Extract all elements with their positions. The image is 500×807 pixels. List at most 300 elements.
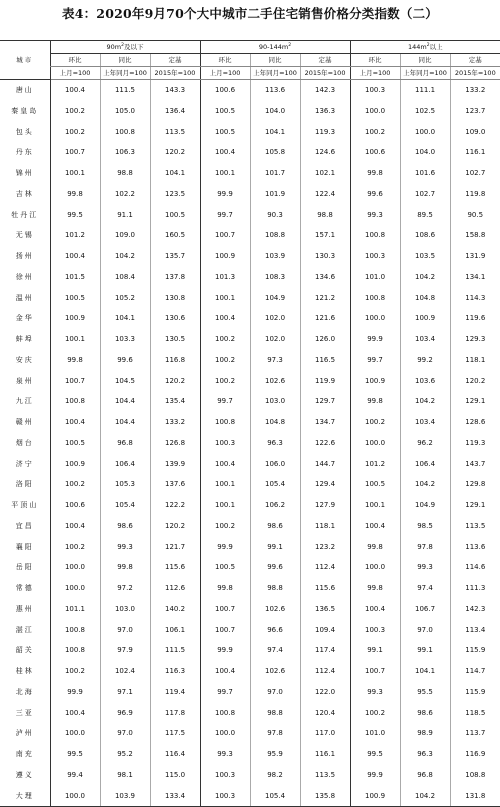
value-cell: 104.2 (400, 474, 450, 495)
value-cell: 102.4 (100, 661, 150, 682)
value-cell: 117.5 (150, 723, 200, 744)
base-header: 上月=100 (50, 67, 100, 80)
metric-header: 定基 (300, 54, 350, 67)
city-cell: 吉林 (15, 189, 34, 198)
value-cell: 115.9 (450, 640, 500, 661)
value-cell: 133.4 (150, 786, 200, 807)
value-cell: 104.8 (400, 288, 450, 309)
value-cell: 100.2 (50, 474, 100, 495)
value-cell: 129.3 (450, 329, 500, 350)
value-cell: 104.2 (400, 786, 450, 807)
value-cell: 98.8 (100, 163, 150, 184)
value-cell: 103.9 (100, 786, 150, 807)
value-cell: 100.0 (50, 557, 100, 578)
value-cell: 102.1 (300, 163, 350, 184)
table-row (0, 329, 500, 350)
value-cell: 114.6 (450, 557, 500, 578)
value-cell: 100.3 (350, 620, 400, 641)
city-cell: 牡丹江 (11, 210, 39, 219)
value-cell: 129.1 (450, 391, 500, 412)
value-cell: 119.4 (150, 682, 200, 703)
value-cell: 129.7 (300, 391, 350, 412)
value-cell: 102.2 (100, 184, 150, 205)
base-header: 上年同月=100 (250, 67, 300, 80)
value-cell: 118.5 (450, 703, 500, 724)
value-cell: 100.8 (200, 412, 250, 433)
value-cell: 123.7 (450, 101, 500, 122)
group-header-medium: $90-144m^2$ (200, 41, 350, 54)
value-cell: 100.9 (350, 786, 400, 807)
value-cell: 113.5 (450, 516, 500, 537)
value-cell: 109.0 (450, 122, 500, 143)
city-cell: 唐山 (15, 86, 34, 94)
table-row (0, 371, 500, 392)
value-cell: 120.2 (150, 142, 200, 163)
table-row (0, 267, 500, 288)
table-row (0, 163, 500, 184)
value-cell: 100.8 (50, 620, 100, 641)
table-title: 表4：2020年9月70个大中城市二手住宅销售价格分类指数（二） (62, 6, 438, 21)
value-cell: 102.6 (250, 661, 300, 682)
value-cell: 100.9 (50, 454, 100, 475)
value-cell: 100.4 (200, 454, 250, 475)
value-cell: 101.2 (350, 454, 400, 475)
value-cell: 99.6 (350, 184, 400, 205)
value-cell: 99.1 (350, 640, 400, 661)
value-cell: 99.2 (400, 350, 450, 371)
value-cell: 105.4 (250, 786, 300, 807)
header-row-area (0, 41, 500, 54)
header-row-metrics (0, 54, 500, 67)
city-cell: 韶关 (15, 646, 34, 655)
value-cell: 100.9 (350, 371, 400, 392)
value-cell: 100.8 (50, 391, 100, 412)
value-cell: 122.0 (300, 682, 350, 703)
value-cell: 96.8 (400, 765, 450, 786)
value-cell: 100.2 (200, 350, 250, 371)
value-cell: 99.7 (350, 350, 400, 371)
metric-header: 同比 (100, 54, 150, 67)
value-cell: 100.9 (50, 308, 100, 329)
value-cell: 106.4 (100, 454, 150, 475)
value-cell: 104.0 (400, 142, 450, 163)
table-row (0, 640, 500, 661)
value-cell: 115.0 (150, 765, 200, 786)
value-cell: 100.0 (350, 433, 400, 454)
value-cell: 100.9 (400, 308, 450, 329)
value-cell: 95.5 (400, 682, 450, 703)
table-row (0, 516, 500, 537)
value-cell: 101.0 (350, 267, 400, 288)
value-cell: 120.2 (150, 516, 200, 537)
value-cell: 122.4 (300, 184, 350, 205)
value-cell: 96.3 (250, 433, 300, 454)
value-cell: 104.8 (250, 412, 300, 433)
value-cell: 100.5 (150, 205, 200, 226)
base-header: 2015年=100 (300, 67, 350, 80)
value-cell: 105.8 (250, 142, 300, 163)
value-cell: 100.3 (200, 765, 250, 786)
city-cell: 泉州 (15, 376, 34, 385)
value-cell: 104.1 (400, 661, 450, 682)
value-cell: 101.5 (50, 267, 100, 288)
value-cell: 100.6 (50, 495, 100, 516)
value-cell: 114.7 (450, 661, 500, 682)
value-cell: 126.8 (150, 433, 200, 454)
table-row (0, 661, 500, 682)
city-cell: 安庆 (15, 355, 34, 364)
value-cell: 129.4 (300, 474, 350, 495)
value-cell: 100.4 (50, 246, 100, 267)
value-cell: 130.8 (150, 288, 200, 309)
value-cell: 113.6 (450, 537, 500, 558)
value-cell: 100.4 (200, 661, 250, 682)
value-cell: 144.7 (300, 454, 350, 475)
value-cell: 111.3 (450, 578, 500, 599)
table-row (0, 682, 500, 703)
value-cell: 136.5 (300, 599, 350, 620)
value-cell: 100.8 (100, 122, 150, 143)
table-row (0, 101, 500, 122)
table-row (0, 184, 500, 205)
value-cell: 119.8 (450, 184, 500, 205)
value-cell: 106.0 (250, 454, 300, 475)
value-cell: 112.6 (150, 578, 200, 599)
value-cell: 96.2 (400, 433, 450, 454)
value-cell: 105.3 (100, 474, 150, 495)
value-cell: 100.4 (50, 412, 100, 433)
metric-header: 环比 (350, 54, 400, 67)
value-cell: 101.6 (400, 163, 450, 184)
value-cell: 103.3 (100, 329, 150, 350)
city-cell: 南充 (15, 750, 34, 758)
value-cell: 99.3 (100, 537, 150, 558)
value-cell: 99.1 (250, 537, 300, 558)
value-cell: 137.8 (150, 267, 200, 288)
value-cell: 99.8 (50, 350, 100, 371)
value-cell: 100.7 (50, 142, 100, 163)
value-cell: 136.4 (150, 101, 200, 122)
city-cell: 秦皇岛 (11, 106, 39, 115)
value-cell: 100.1 (200, 288, 250, 309)
city-cell: 遵义 (15, 770, 34, 779)
table-row (0, 786, 500, 807)
table-row (0, 557, 500, 578)
value-cell: 98.1 (100, 765, 150, 786)
value-cell: 99.7 (200, 682, 250, 703)
value-cell: 100.2 (50, 122, 100, 143)
base-header: 上年同月=100 (100, 67, 150, 80)
value-cell: 105.2 (100, 288, 150, 309)
value-cell: 104.9 (400, 495, 450, 516)
value-cell: 106.4 (400, 454, 450, 475)
city-cell: 平顶山 (11, 501, 39, 509)
table-row (0, 433, 500, 454)
value-cell: 100.0 (400, 122, 450, 143)
city-cell: 泸州 (15, 729, 34, 738)
value-cell: 108.6 (400, 225, 450, 246)
value-cell: 100.1 (50, 329, 100, 350)
value-cell: 97.0 (100, 620, 150, 641)
value-cell: 99.3 (350, 682, 400, 703)
value-cell: 104.5 (100, 371, 150, 392)
value-cell: 100.8 (200, 703, 250, 724)
value-cell: 131.9 (450, 246, 500, 267)
city-cell: 徐州 (15, 272, 34, 281)
value-cell: 99.5 (350, 744, 400, 765)
value-cell: 95.9 (250, 744, 300, 765)
value-cell: 103.6 (400, 371, 450, 392)
value-cell: 111.1 (400, 80, 450, 101)
value-cell: 140.2 (150, 599, 200, 620)
value-cell: 105.4 (100, 495, 150, 516)
value-cell: 103.5 (400, 246, 450, 267)
table-row (0, 122, 500, 143)
value-cell: 100.4 (350, 599, 400, 620)
table-body (0, 80, 500, 807)
value-cell: 100.5 (200, 557, 250, 578)
city-cell: 扬州 (15, 252, 34, 260)
value-cell: 118.1 (450, 350, 500, 371)
value-cell: 117.8 (150, 703, 200, 724)
table-row (0, 537, 500, 558)
value-cell: 157.1 (300, 225, 350, 246)
value-cell: 104.2 (100, 246, 150, 267)
value-cell: 129.8 (450, 474, 500, 495)
value-cell: 104.0 (250, 101, 300, 122)
base-header: 上月=100 (200, 67, 250, 80)
table-row (0, 80, 500, 101)
value-cell: 127.9 (300, 495, 350, 516)
value-cell: 104.4 (100, 412, 150, 433)
value-cell: 143.3 (150, 80, 200, 101)
base-header: 上年同月=100 (400, 67, 450, 80)
value-cell: 100.4 (50, 80, 100, 101)
value-cell: 97.8 (400, 537, 450, 558)
value-cell: 116.8 (150, 350, 200, 371)
value-cell: 99.8 (350, 578, 400, 599)
value-cell: 99.7 (200, 391, 250, 412)
value-cell: 100.2 (350, 412, 400, 433)
value-cell: 98.5 (400, 516, 450, 537)
value-cell: 158.8 (450, 225, 500, 246)
value-cell: 89.5 (400, 205, 450, 226)
value-cell: 112.4 (300, 557, 350, 578)
value-cell: 100.3 (200, 433, 250, 454)
value-cell: 98.8 (250, 703, 300, 724)
value-cell: 96.9 (100, 703, 150, 724)
value-cell: 128.6 (450, 412, 500, 433)
value-cell: 99.8 (350, 537, 400, 558)
value-cell: 99.4 (50, 765, 100, 786)
table-row (0, 225, 500, 246)
price-index-table (0, 40, 500, 807)
value-cell: 103.4 (400, 329, 450, 350)
value-cell: 100.2 (50, 537, 100, 558)
value-cell: 124.6 (300, 142, 350, 163)
city-cell: 宜昌 (15, 521, 34, 530)
value-cell: 96.3 (400, 744, 450, 765)
value-cell: 99.3 (400, 557, 450, 578)
value-cell: 100.8 (350, 288, 400, 309)
value-cell: 130.5 (150, 329, 200, 350)
value-cell: 135.4 (150, 391, 200, 412)
value-cell: 99.5 (50, 205, 100, 226)
value-cell: 115.6 (300, 578, 350, 599)
value-cell: 116.1 (450, 142, 500, 163)
value-cell: 102.0 (250, 308, 300, 329)
value-cell: 116.9 (450, 744, 500, 765)
value-cell: 97.4 (250, 640, 300, 661)
table-row (0, 246, 500, 267)
table-row (0, 142, 500, 163)
value-cell: 100.2 (200, 329, 250, 350)
value-cell: 99.8 (350, 163, 400, 184)
table-row (0, 765, 500, 786)
table-row (0, 495, 500, 516)
value-cell: 100.0 (50, 578, 100, 599)
value-cell: 100.9 (200, 246, 250, 267)
value-cell: 100.1 (200, 163, 250, 184)
value-cell: 100.7 (200, 620, 250, 641)
value-cell: 108.4 (100, 267, 150, 288)
value-cell: 97.3 (250, 350, 300, 371)
value-cell: 100.6 (200, 80, 250, 101)
value-cell: 100.0 (350, 308, 400, 329)
city-cell: 蚌埠 (15, 335, 34, 343)
value-cell: 142.3 (300, 80, 350, 101)
value-cell: 136.3 (300, 101, 350, 122)
table-row (0, 703, 500, 724)
value-cell: 99.9 (350, 765, 400, 786)
value-cell: 101.0 (350, 723, 400, 744)
value-cell: 100.2 (50, 101, 100, 122)
value-cell: 100.1 (200, 474, 250, 495)
value-cell: 97.0 (400, 620, 450, 641)
header-row-bases (0, 67, 500, 80)
value-cell: 122.2 (150, 495, 200, 516)
value-cell: 100.7 (350, 661, 400, 682)
value-cell: 108.8 (250, 225, 300, 246)
value-cell: 100.5 (200, 122, 250, 143)
value-cell: 106.2 (250, 495, 300, 516)
value-cell: 113.5 (300, 765, 350, 786)
table-row (0, 391, 500, 412)
value-cell: 100.7 (200, 225, 250, 246)
value-cell: 101.3 (200, 267, 250, 288)
base-header: 2015年=100 (450, 67, 500, 80)
value-cell: 120.2 (450, 371, 500, 392)
value-cell: 99.6 (250, 557, 300, 578)
value-cell: 135.7 (150, 246, 200, 267)
value-cell: 117.4 (300, 640, 350, 661)
value-cell: 102.5 (400, 101, 450, 122)
value-cell: 100.1 (200, 495, 250, 516)
value-cell: 100.4 (350, 516, 400, 537)
value-cell: 102.0 (250, 329, 300, 350)
city-cell: 赣州 (15, 418, 34, 426)
value-cell: 100.0 (350, 101, 400, 122)
value-cell: 101.2 (50, 225, 100, 246)
value-cell: 104.9 (250, 288, 300, 309)
metric-header: 同比 (400, 54, 450, 67)
city-cell: 锦州 (15, 169, 34, 177)
value-cell: 101.1 (50, 599, 100, 620)
value-cell: 134.7 (300, 412, 350, 433)
value-cell: 100.8 (50, 640, 100, 661)
value-cell: 121.6 (300, 308, 350, 329)
value-cell: 134.6 (300, 267, 350, 288)
value-cell: 97.9 (100, 640, 150, 661)
value-cell: 103.9 (250, 246, 300, 267)
value-cell: 106.3 (100, 142, 150, 163)
value-cell: 100.4 (200, 308, 250, 329)
table-row (0, 599, 500, 620)
value-cell: 104.1 (250, 122, 300, 143)
value-cell: 143.7 (450, 454, 500, 475)
city-cell: 三亚 (15, 708, 34, 717)
value-cell: 99.8 (350, 391, 400, 412)
value-cell: 97.2 (100, 578, 150, 599)
value-cell: 103.4 (400, 412, 450, 433)
table-row (0, 578, 500, 599)
value-cell: 102.6 (250, 599, 300, 620)
value-cell: 98.6 (250, 516, 300, 537)
value-cell: 90.3 (250, 205, 300, 226)
value-cell: 120.2 (150, 371, 200, 392)
table-row (0, 288, 500, 309)
value-cell: 100.5 (50, 433, 100, 454)
value-cell: 104.1 (150, 163, 200, 184)
value-cell: 106.7 (400, 599, 450, 620)
value-cell: 100.5 (200, 101, 250, 122)
metric-header: 定基 (450, 54, 500, 67)
value-cell: 103.0 (250, 391, 300, 412)
value-cell: 121.2 (300, 288, 350, 309)
value-cell: 99.3 (200, 744, 250, 765)
value-cell: 100.0 (50, 786, 100, 807)
value-cell: 117.0 (300, 723, 350, 744)
value-cell: 113.7 (450, 723, 500, 744)
value-cell: 104.2 (400, 391, 450, 412)
table-row (0, 205, 500, 226)
value-cell: 100.0 (200, 723, 250, 744)
value-cell: 104.2 (400, 267, 450, 288)
city-cell: 包头 (15, 127, 34, 136)
value-cell: 96.6 (250, 620, 300, 641)
value-cell: 99.8 (50, 184, 100, 205)
value-cell: 118.1 (300, 516, 350, 537)
value-cell: 99.3 (350, 205, 400, 226)
city-cell: 洛阳 (15, 480, 34, 489)
value-cell: 102.6 (250, 371, 300, 392)
value-cell: 116.5 (300, 350, 350, 371)
value-cell: 119.3 (300, 122, 350, 143)
city-cell: 济宁 (15, 459, 34, 468)
value-cell: 97.0 (100, 723, 150, 744)
value-cell: 116.4 (150, 744, 200, 765)
value-cell: 100.1 (50, 163, 100, 184)
city-cell: 北海 (15, 687, 34, 696)
value-cell: 100.4 (200, 142, 250, 163)
city-cell: 襄阳 (15, 542, 34, 551)
value-cell: 100.5 (350, 474, 400, 495)
value-cell: 100.7 (200, 599, 250, 620)
value-cell: 96.8 (100, 433, 150, 454)
value-cell: 91.1 (100, 205, 150, 226)
table-row (0, 308, 500, 329)
value-cell: 98.6 (100, 516, 150, 537)
